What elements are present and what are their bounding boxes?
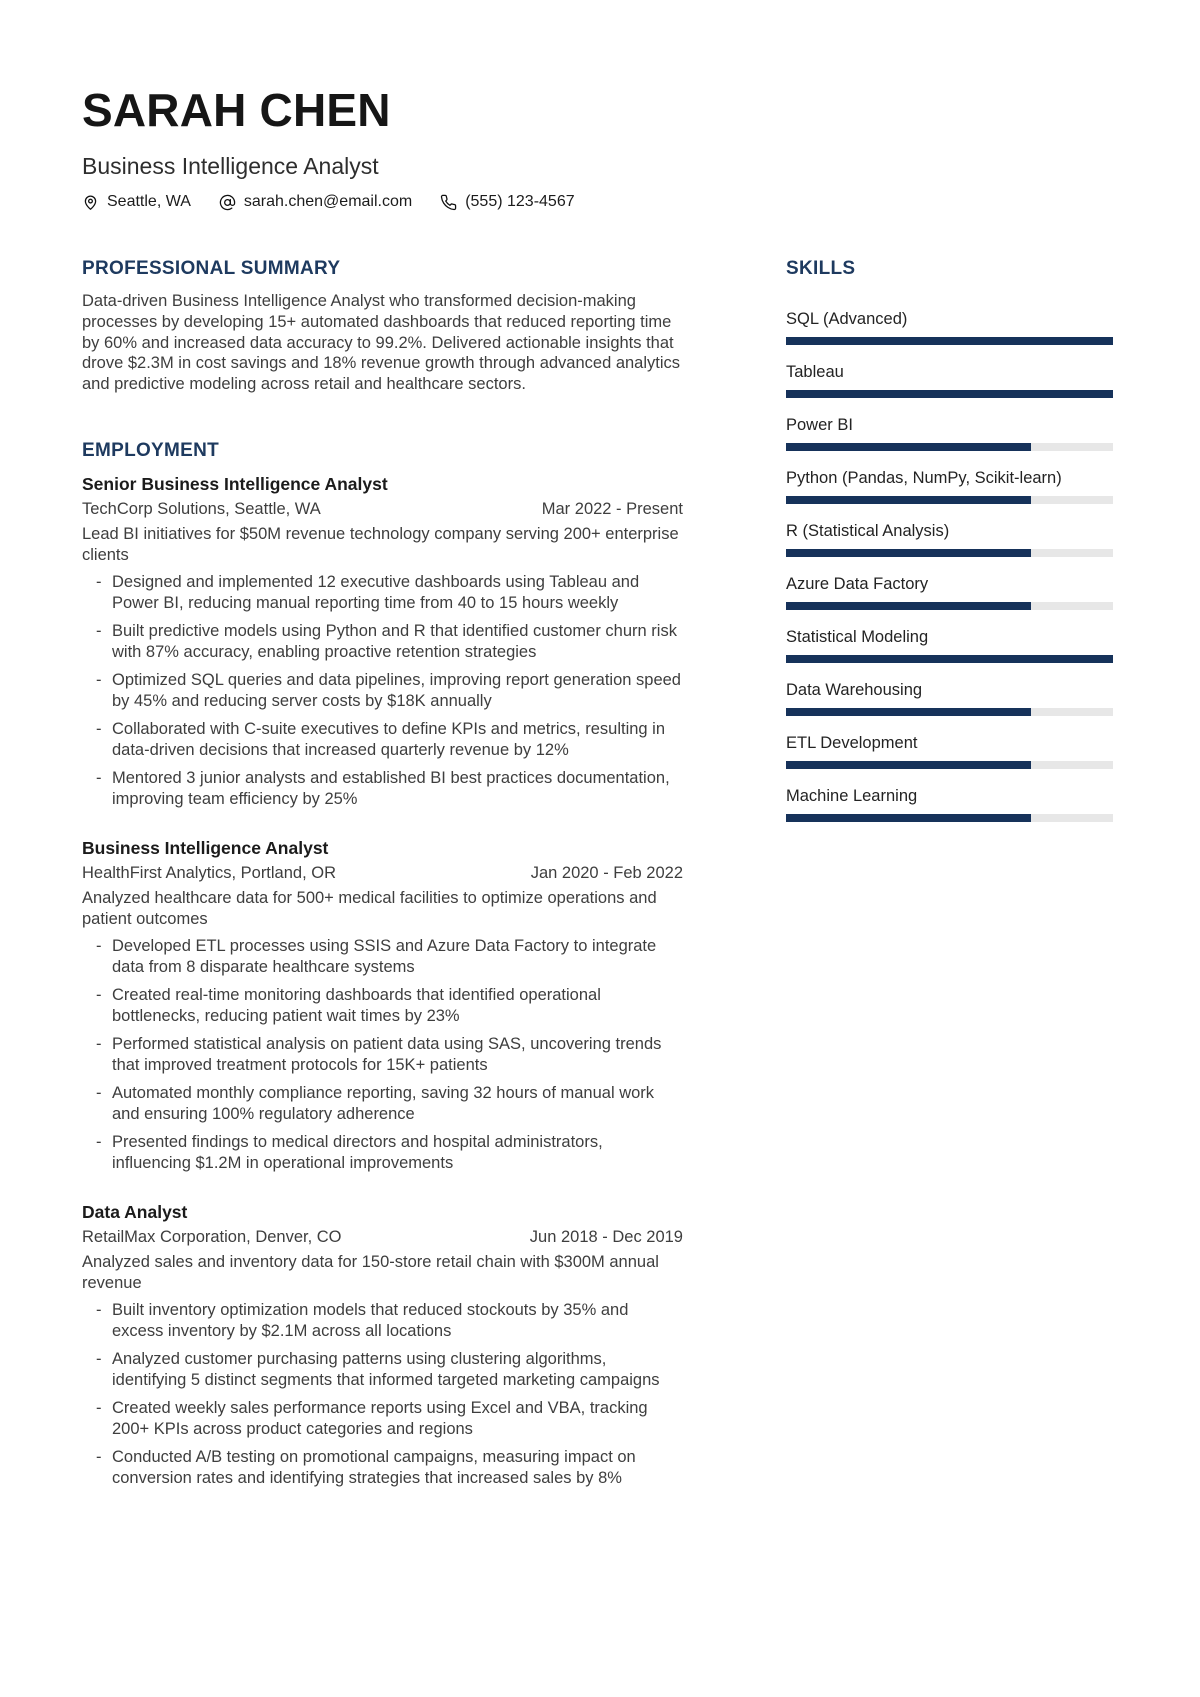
job-bullet	[82, 572, 683, 614]
job-bullet	[82, 670, 683, 712]
bullet-text: Built predictive models using Python and R that identified customer churn risk with 87% accuracy, enabling proactive retention strategies	[112, 621, 677, 661]
job-title: Business Intelligence Analyst	[82, 837, 329, 858]
bullet-text: Automated monthly compliance reporting, saving 32 hours of manual work and ensuring 100% regulatory adherence	[112, 1083, 655, 1123]
job-bullet-list	[82, 572, 683, 810]
skill-bar-track	[786, 549, 1113, 557]
job-title: Data Analyst	[82, 1201, 188, 1222]
bullet-text: Analyzed customer purchasing patterns using clustering algorithms, identifying 5 distinct segments that informed targeted marketing campaigns	[112, 1349, 660, 1389]
skill-bar-fill	[786, 390, 1113, 398]
job-dates: Mar 2022 - Present	[541, 499, 683, 518]
bullet-dash-marker: -	[96, 1083, 102, 1102]
skill-name: SQL (Advanced)	[786, 310, 908, 328]
job-bullet	[82, 1083, 683, 1125]
skill-item	[786, 786, 1113, 822]
header-job-title: Business Intelligence Analyst	[82, 153, 379, 179]
job-description: Analyzed sales and inventory data for 150-store retail chain with $300M annual revenue	[82, 1252, 659, 1292]
bullet-dash-marker: -	[96, 1034, 102, 1053]
job-bullet	[82, 621, 683, 663]
skill-bar-fill	[786, 814, 1031, 822]
bullet-dash-marker: -	[96, 572, 102, 591]
skill-bar-track	[786, 655, 1113, 663]
skill-bar-track	[786, 496, 1113, 504]
skill-bar-track	[786, 814, 1113, 822]
bullet-text: Mentored 3 junior analysts and established BI best practices documentation, improving team efficiency by 25%	[112, 768, 670, 808]
contact-item	[82, 192, 191, 212]
employment-section	[82, 440, 683, 1489]
skill-bar-track	[786, 390, 1113, 398]
skill-item	[786, 468, 1113, 504]
skill-item	[786, 627, 1113, 663]
job-bullet-list	[82, 936, 683, 1174]
job-company: HealthFirst Analytics, Portland, OR	[82, 863, 337, 882]
job-bullet	[82, 1300, 683, 1342]
skill-bar-track	[786, 761, 1113, 769]
skill-bar-track	[786, 337, 1113, 345]
contact-item	[440, 192, 574, 212]
main-column	[82, 258, 683, 1489]
job-dates: Jun 2018 - Dec 2019	[529, 1227, 683, 1246]
bullet-text: Developed ETL processes using SSIS and Azure Data Factory to integrate data from 8 disparate healthcare systems	[112, 936, 657, 976]
job-list	[82, 473, 683, 1489]
bullet-text: Designed and implemented 12 executive dashboards using Tableau and Power BI, reducing manual reporting time from 40 to 15 hours weekly	[112, 572, 640, 612]
job-entry	[82, 1201, 683, 1489]
bullet-text: Created real-time monitoring dashboards that identified operational bottlenecks, reducing patient wait times by 23%	[112, 985, 601, 1025]
skill-name: Tableau	[786, 363, 844, 381]
skill-name: Statistical Modeling	[786, 628, 929, 646]
skill-bar-fill	[786, 496, 1031, 504]
bullet-dash-marker: -	[96, 670, 102, 689]
skill-item	[786, 415, 1113, 451]
summary-heading: PROFESSIONAL SUMMARY	[82, 258, 341, 279]
bullet-dash-marker: -	[96, 985, 102, 1004]
bullet-dash-marker: -	[96, 1132, 102, 1151]
skill-item	[786, 733, 1113, 769]
bullet-text: Presented findings to medical directors and hospital administrators, influencing $1.2M in operational improvements	[112, 1132, 603, 1172]
skill-bar-fill	[786, 443, 1031, 451]
content-columns	[82, 258, 1113, 1489]
skill-name: R (Statistical Analysis)	[786, 522, 950, 540]
contact-item	[219, 192, 412, 212]
job-company-row	[82, 1227, 683, 1248]
skill-bar-fill	[786, 761, 1031, 769]
summary-text: Data-driven Business Intelligence Analyst who transformed decision-making processes by developing 15+ automated dashboards that reduced reporting time by 60% and increased data accuracy to 99.2%. Delivered actionable insights that drove $2.3M in cost savings and 18% revenue growth through advanced analytics and predictive modeling across retail and healthcare sectors.	[82, 292, 681, 394]
contact-text: sarah.chen@email.com	[243, 193, 413, 210]
job-dates: Jan 2020 - Feb 2022	[530, 863, 683, 882]
bullet-dash-marker: -	[96, 1349, 102, 1368]
bullet-dash-marker: -	[96, 1398, 102, 1417]
resume-header	[82, 86, 1113, 212]
skill-item	[786, 680, 1113, 716]
bullet-text: Built inventory optimization models that reduced stockouts by 35% and excess inventory by $2.1M across all locations	[112, 1300, 629, 1340]
job-bullet-list	[82, 1300, 683, 1489]
name-heading: SARAH CHEN	[82, 84, 391, 136]
bullet-text: Conducted A/B testing on promotional campaigns, measuring impact on conversion rates and identifying strategies that increased sales by 8%	[112, 1447, 636, 1487]
bullet-dash-marker: -	[96, 719, 102, 738]
job-description: Lead BI initiatives for $50M revenue technology company serving 200+ enterprise clients	[82, 524, 679, 564]
skill-bar-track	[786, 443, 1113, 451]
employment-heading: EMPLOYMENT	[82, 439, 220, 461]
skill-bar-fill	[786, 549, 1031, 557]
bullet-dash-marker: -	[96, 1447, 102, 1466]
skill-item	[786, 309, 1113, 345]
bullet-dash-marker: -	[96, 1300, 102, 1319]
job-bullet	[82, 985, 683, 1027]
job-company-row	[82, 863, 683, 884]
skill-list	[786, 309, 1113, 822]
skill-name: Azure Data Factory	[786, 575, 929, 593]
bullet-text: Collaborated with C-suite executives to define KPIs and metrics, resulting in data-driven decisions that increased quarterly revenue by 12%	[112, 719, 666, 759]
skill-item	[786, 362, 1113, 398]
skill-bar-fill	[786, 708, 1031, 716]
job-entry	[82, 473, 683, 810]
skill-bar-track	[786, 602, 1113, 610]
contact-row	[82, 192, 1113, 212]
job-entry	[82, 837, 683, 1174]
skill-item	[786, 574, 1113, 610]
contact-text: (555) 123-4567	[465, 193, 575, 210]
skills-heading: SKILLS	[786, 258, 856, 279]
job-bullet	[82, 1398, 683, 1440]
job-bullet	[82, 1349, 683, 1391]
bullet-text: Created weekly sales performance reports using Excel and VBA, tracking 200+ KPIs across product categories and regions	[112, 1398, 648, 1438]
location-pin-icon	[82, 194, 99, 211]
skill-name: Data Warehousing	[786, 681, 923, 699]
bullet-text: Performed statistical analysis on patient data using SAS, uncovering trends that improved treatment protocols for 15K+ patients	[112, 1034, 662, 1074]
job-company: TechCorp Solutions, Seattle, WA	[82, 499, 321, 518]
bullet-text: Optimized SQL queries and data pipelines, improving report generation speed by 45% and reducing server costs by $18K annually	[112, 670, 681, 710]
skill-item	[786, 521, 1113, 557]
job-bullet	[82, 768, 683, 810]
job-bullet	[82, 1132, 683, 1174]
job-description: Analyzed healthcare data for 500+ medical facilities to optimize operations and patient outcomes	[82, 888, 657, 928]
at-sign-icon	[219, 194, 236, 211]
skill-bar-fill	[786, 602, 1031, 610]
skill-name: Machine Learning	[786, 787, 918, 805]
skill-name: ETL Development	[786, 734, 918, 752]
skill-bar-fill	[786, 655, 1113, 663]
bullet-dash-marker: -	[96, 621, 102, 640]
job-company-row	[82, 499, 683, 520]
summary-section	[82, 258, 683, 395]
job-bullet	[82, 1034, 683, 1076]
skills-section	[786, 258, 1113, 1489]
job-title: Senior Business Intelligence Analyst	[82, 473, 388, 494]
bullet-dash-marker: -	[96, 768, 102, 787]
skill-bar-track	[786, 708, 1113, 716]
skill-bar-fill	[786, 337, 1113, 345]
phone-icon	[440, 194, 457, 211]
job-bullet	[82, 719, 683, 761]
contact-text: Seattle, WA	[107, 193, 191, 210]
skill-name: Python (Pandas, NumPy, Scikit-learn)	[786, 469, 1062, 487]
bullet-dash-marker: -	[96, 936, 102, 955]
job-company: RetailMax Corporation, Denver, CO	[82, 1227, 342, 1246]
job-bullet	[82, 936, 683, 978]
skill-name: Power BI	[786, 416, 853, 434]
job-bullet	[82, 1447, 683, 1489]
